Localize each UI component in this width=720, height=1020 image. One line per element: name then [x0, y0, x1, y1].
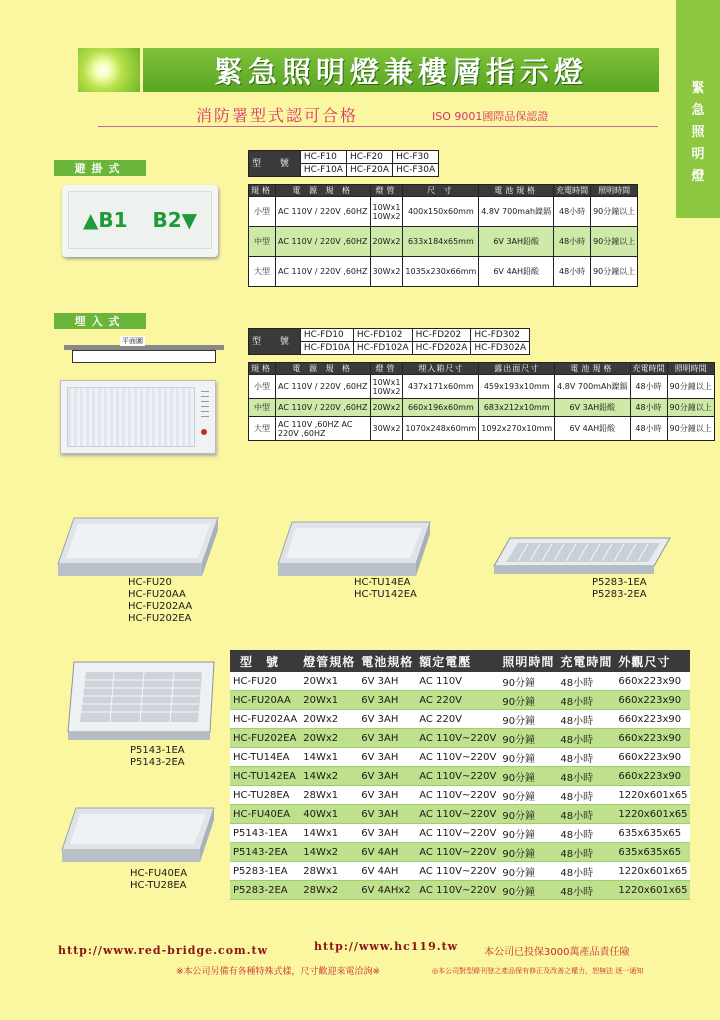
table-cell: 大型 — [249, 257, 276, 287]
column-header: 規格 — [249, 363, 276, 375]
table-cell: 6V 3AH — [358, 824, 416, 843]
table-cell: 48小時 — [554, 227, 591, 257]
table-cell: 90分鐘 — [499, 767, 557, 786]
table-row — [249, 227, 638, 257]
model-cell: HC-FU40EA — [230, 805, 300, 824]
product-label: HC-TU28EA — [130, 880, 187, 891]
table-row — [230, 843, 690, 862]
model-label: 型 號 — [249, 151, 301, 177]
table-cell: AC 220V — [416, 691, 499, 710]
exit-sign-image — [62, 185, 218, 257]
column-header: 額定電壓 — [416, 650, 499, 672]
table-cell: 4.8V 700mAh鎳鎘 — [555, 375, 630, 399]
column-header: 埋入箱尺寸 — [403, 363, 479, 375]
column-header: 電池規格 — [479, 185, 554, 197]
column-header: 充電時間 — [554, 185, 591, 197]
table-cell: 20Wx1 — [300, 691, 358, 710]
table-cell: 90分鐘 — [499, 748, 557, 767]
table-cell: 48小時 — [557, 805, 615, 824]
table-cell: 660x223x90 — [615, 767, 690, 786]
table-cell: 6V 3AH — [358, 805, 416, 824]
side-tab-char: 明 — [691, 147, 705, 162]
embed-model-table — [248, 328, 530, 355]
table-cell: 20Wx2 — [300, 729, 358, 748]
disclaimer-note: ◎本公司對型錄刊登之產品保有修正及改善之權力，恕無法 逐一通知 — [432, 967, 644, 975]
table-cell: 48小時 — [557, 786, 615, 805]
table-cell: AC 110V~220V — [416, 843, 499, 862]
model-code: HC-FD10A — [300, 342, 353, 355]
table-row — [230, 691, 690, 710]
product-label: HC-FU40EA — [130, 868, 188, 879]
model-code: HC-F10A — [300, 164, 346, 177]
model-cell: HC-FU20AA — [230, 691, 300, 710]
side-tab-char: 急 — [691, 103, 705, 118]
table-cell: 6V 3AH — [358, 691, 416, 710]
column-header: 型 號 — [230, 650, 300, 672]
column-header: 電 源 規 格 — [276, 363, 371, 375]
table-cell: 14Wx2 — [300, 843, 358, 862]
column-header: 照明時間 — [499, 650, 557, 672]
table-cell: 90分鐘以上 — [591, 227, 638, 257]
product-label: HC-FU202EA — [128, 613, 192, 624]
table-cell: 48小時 — [630, 417, 667, 441]
table-cell: 633x184x65mm — [403, 227, 479, 257]
column-header: 規格 — [249, 185, 276, 197]
table-cell: 6V 4AH鉛酸 — [479, 257, 554, 287]
product-spec-table — [230, 650, 690, 900]
brand-logo — [78, 48, 140, 92]
table-cell: 48小時 — [557, 691, 615, 710]
model-cell: HC-TU14EA — [230, 748, 300, 767]
insurance-note: 本公司已投保3000萬產品責任險 — [484, 947, 630, 958]
table-cell: AC 110V~220V — [416, 729, 499, 748]
table-row — [230, 710, 690, 729]
table-row — [230, 672, 690, 691]
table-cell: 48小時 — [630, 375, 667, 399]
table-cell: 660x223x90 — [615, 748, 690, 767]
column-header: 充電時間 — [630, 363, 667, 375]
model-code: HC-F30 — [393, 151, 439, 164]
table-cell: 14Wx2 — [300, 767, 358, 786]
table-row — [230, 767, 690, 786]
model-cell: HC-FU20 — [230, 672, 300, 691]
table-cell: 小型 — [249, 375, 276, 399]
table-cell: 90分鐘以上 — [667, 399, 714, 417]
table-cell: 6V 3AH — [358, 710, 416, 729]
table-cell: 90分鐘 — [499, 805, 557, 824]
model-cell: P5143-2EA — [230, 843, 300, 862]
model-label: 型 號 — [249, 329, 301, 355]
table-cell: 6V 3AH — [358, 748, 416, 767]
table-cell: 48小時 — [630, 399, 667, 417]
table-row — [249, 417, 715, 441]
table-cell: 48小時 — [557, 881, 615, 900]
column-header: 照明時間 — [591, 185, 638, 197]
column-header: 燈管 — [370, 185, 403, 197]
column-header: 尺 寸 — [403, 185, 479, 197]
table-cell: AC 110V~220V — [416, 748, 499, 767]
model-code: HC-FD10 — [300, 329, 353, 342]
product-label: P5143-1EA — [130, 745, 185, 756]
column-header: 電 源 規 格 — [276, 185, 371, 197]
table-cell: 中型 — [249, 399, 276, 417]
wall-model-table — [248, 150, 439, 177]
table-cell: 660x223x90 — [615, 710, 690, 729]
table-cell: AC 110V / 220V ,60HZ — [276, 399, 371, 417]
product-label-group — [592, 577, 647, 601]
table-cell: 20Wx2 — [370, 399, 403, 417]
website-link-red-bridge[interactable]: http://www.red-bridge.com.tw — [58, 944, 269, 957]
table-cell: 6V 3AH — [358, 672, 416, 691]
embed-spec-table — [248, 362, 715, 441]
model-code: HC-FD202A — [412, 342, 471, 355]
product-label-group — [128, 577, 192, 625]
table-cell: 660x223x90 — [615, 691, 690, 710]
table-cell: 635x635x65 — [615, 824, 690, 843]
table-cell: 10Wx1 10Wx2 — [370, 375, 403, 399]
table-cell: 90分鐘 — [499, 786, 557, 805]
column-header: 電池規格 — [358, 650, 416, 672]
table-row — [230, 729, 690, 748]
table-cell: 90分鐘 — [499, 843, 557, 862]
model-code: HC-F20A — [346, 164, 392, 177]
product-label: HC-FU202AA — [128, 601, 193, 612]
table-cell: 48小時 — [554, 197, 591, 227]
fixture-fu40-image — [56, 806, 216, 868]
table-cell: 1092x270x10mm — [479, 417, 555, 441]
table-cell: 4.8V 700mah鎳鎘 — [479, 197, 554, 227]
table-row — [230, 748, 690, 767]
table-cell: 30Wx2 — [370, 417, 403, 441]
fixture-tu14-image — [272, 520, 432, 582]
model-code: HC-FD302A — [471, 342, 530, 355]
table-row — [230, 881, 690, 900]
table-cell: 635x635x65 — [615, 843, 690, 862]
section-label-wall: 避掛式 — [54, 160, 146, 176]
table-cell: 1035x230x66mm — [403, 257, 479, 287]
table-cell: 小型 — [249, 197, 276, 227]
table-cell: 1220x601x65 — [615, 786, 690, 805]
side-category-tab — [676, 0, 720, 218]
fixture-fu20-image — [52, 516, 220, 582]
column-header: 露出面尺寸 — [479, 363, 555, 375]
column-header: 照明時間 — [667, 363, 714, 375]
table-cell: AC 110V — [416, 672, 499, 691]
table-cell: 48小時 — [557, 824, 615, 843]
table-cell: 437x171x60mm — [403, 375, 479, 399]
table-cell: 90分鐘以上 — [667, 417, 714, 441]
table-cell: 90分鐘以上 — [591, 257, 638, 287]
table-cell: 中型 — [249, 227, 276, 257]
table-cell: 20Wx2 — [370, 227, 403, 257]
model-code: HC-F10 — [300, 151, 346, 164]
column-header: 外觀尺寸 — [615, 650, 690, 672]
table-cell: 10Wx1 10Wx2 — [370, 197, 403, 227]
table-cell: 48小時 — [554, 257, 591, 287]
table-row — [249, 399, 715, 417]
table-cell: 90分鐘 — [499, 729, 557, 748]
table-cell: AC 220V — [416, 710, 499, 729]
table-cell: 1220x601x65 — [615, 805, 690, 824]
page-title: 緊急照明燈兼樓層指示燈 — [143, 48, 659, 92]
table-row — [249, 375, 715, 399]
column-header: 燈管規格 — [300, 650, 358, 672]
table-cell: AC 110V / 220V ,60HZ — [276, 227, 371, 257]
column-header: 電池規格 — [555, 363, 630, 375]
table-cell: 28Wx2 — [300, 881, 358, 900]
table-cell: 683x212x10mm — [479, 399, 555, 417]
table-cell: 660x223x90 — [615, 729, 690, 748]
product-label-group — [130, 868, 187, 892]
model-cell: HC-FU202EA — [230, 729, 300, 748]
table-cell: 6V 3AH鉛酸 — [479, 227, 554, 257]
product-label-group — [354, 577, 417, 601]
side-tab-char: 燈 — [691, 169, 705, 184]
table-cell: 6V 3AH — [358, 767, 416, 786]
table-cell: AC 110V~220V — [416, 881, 499, 900]
exit-sign-left-text: ▲B1 — [83, 208, 128, 232]
table-cell: 90分鐘 — [499, 672, 557, 691]
table-cell: 459x193x10mm — [479, 375, 555, 399]
header-divider — [98, 126, 658, 127]
table-cell: 6V 4AHx2 — [358, 881, 416, 900]
table-cell: 6V 3AH — [358, 729, 416, 748]
mount-diagram — [64, 345, 224, 365]
table-cell: 14Wx1 — [300, 748, 358, 767]
table-cell: 6V 3AH — [358, 786, 416, 805]
table-cell: 1070x248x60mm — [403, 417, 479, 441]
table-cell: 90分鐘 — [499, 862, 557, 881]
table-cell: AC 110V / 220V ,60HZ — [276, 257, 371, 287]
table-cell: 28Wx1 — [300, 786, 358, 805]
table-cell: 90分鐘 — [499, 824, 557, 843]
section-label-embed: 埋入式 — [54, 313, 146, 329]
table-row — [230, 862, 690, 881]
model-cell: P5143-1EA — [230, 824, 300, 843]
table-cell: AC 110V~220V — [416, 786, 499, 805]
wall-spec-table — [248, 184, 638, 287]
table-cell: 6V 3AH鉛酸 — [555, 399, 630, 417]
model-cell: P5283-1EA — [230, 862, 300, 881]
model-code: HC-FD202 — [412, 329, 471, 342]
side-tab-char: 照 — [691, 125, 705, 140]
table-cell: 大型 — [249, 417, 276, 441]
table-cell: 660x196x60mm — [403, 399, 479, 417]
model-code: HC-FD302 — [471, 329, 530, 342]
model-cell: P5283-2EA — [230, 881, 300, 900]
table-cell: 6V 4AH — [358, 862, 416, 881]
table-cell: 400x150x60mm — [403, 197, 479, 227]
model-code: HC-FD102A — [353, 342, 412, 355]
indicator-led-icon — [201, 429, 207, 435]
table-row — [230, 805, 690, 824]
table-cell: AC 110V~220V — [416, 767, 499, 786]
table-cell: 48小時 — [557, 767, 615, 786]
table-cell: AC 110V ,60HZ AC 220V ,60HZ — [276, 417, 371, 441]
table-cell: 90分鐘 — [499, 691, 557, 710]
table-cell: 40Wx1 — [300, 805, 358, 824]
table-cell: 1220x601x65 — [615, 862, 690, 881]
table-cell: AC 110V~220V — [416, 862, 499, 881]
table-cell: 48小時 — [557, 843, 615, 862]
column-header: 充電時間 — [557, 650, 615, 672]
table-cell: 6V 4AH鉛酸 — [555, 417, 630, 441]
iso-certification: ISO 9001國際品保認證 — [432, 110, 549, 123]
model-code: HC-FD102 — [353, 329, 412, 342]
table-cell: 48小時 — [557, 710, 615, 729]
custom-order-note: ※本公司另備有各種特殊式樣，尺寸歡迎來電洽詢※ — [176, 967, 381, 977]
table-cell: 90分鐘以上 — [667, 375, 714, 399]
product-label: HC-TU14EA — [354, 577, 411, 588]
table-cell: 660x223x90 — [615, 672, 690, 691]
product-label: P5283-2EA — [592, 589, 647, 600]
table-cell: 48小時 — [557, 748, 615, 767]
product-label: P5143-2EA — [130, 757, 185, 768]
table-cell: 90分鐘以上 — [591, 197, 638, 227]
table-cell: 48小時 — [557, 862, 615, 881]
product-label-group — [130, 745, 185, 769]
table-row — [230, 824, 690, 843]
column-header: 燈管 — [370, 363, 403, 375]
website-link-hc119[interactable]: http://www.hc119.tw — [314, 940, 459, 953]
table-cell: 48小時 — [557, 729, 615, 748]
recess-box — [72, 350, 216, 363]
model-code: HC-F30A — [393, 164, 439, 177]
table-cell: AC 110V / 220V ,60HZ — [276, 375, 371, 399]
model-cell: HC-FU202AA — [230, 710, 300, 729]
table-cell: 48小時 — [557, 672, 615, 691]
table-cell: 90分鐘 — [499, 881, 557, 900]
product-label: HC-FU20 — [128, 577, 172, 588]
table-cell: 28Wx1 — [300, 862, 358, 881]
model-cell: HC-TU142EA — [230, 767, 300, 786]
table-cell: 30Wx2 — [370, 257, 403, 287]
side-tab-char: 緊 — [691, 81, 705, 96]
mount-diagram-label: 平面圖 — [122, 337, 143, 345]
table-cell: 1220x601x65 — [615, 881, 690, 900]
vent-grille — [201, 391, 209, 417]
exit-sign-right-text: B2▼ — [152, 208, 197, 232]
product-label: P5283-1EA — [592, 577, 647, 588]
light-lens — [67, 387, 195, 447]
certification-subtitle: 消防署型式認可合格 — [196, 106, 359, 125]
model-code: HC-F20 — [346, 151, 392, 164]
embedded-light-image — [60, 380, 216, 454]
table-cell: AC 110V / 220V ,60HZ — [276, 197, 371, 227]
table-cell: 90分鐘 — [499, 710, 557, 729]
fixture-p5143-image — [64, 660, 220, 742]
table-row — [249, 257, 638, 287]
product-label: HC-FU20AA — [128, 589, 186, 600]
table-cell: 20Wx1 — [300, 672, 358, 691]
model-cell: HC-TU28EA — [230, 786, 300, 805]
table-row — [230, 786, 690, 805]
table-cell: 20Wx2 — [300, 710, 358, 729]
table-cell: AC 110V~220V — [416, 805, 499, 824]
product-label: HC-TU142EA — [354, 589, 417, 600]
table-cell: 14Wx1 — [300, 824, 358, 843]
table-row — [249, 197, 638, 227]
table-cell: 6V 4AH — [358, 843, 416, 862]
fixture-p5283-image — [488, 536, 672, 580]
table-cell: AC 110V~220V — [416, 824, 499, 843]
